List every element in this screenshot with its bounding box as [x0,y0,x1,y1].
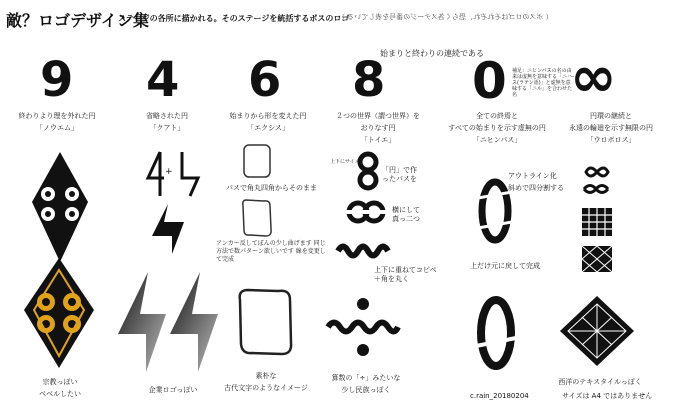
eight-caption-2: おりなす円 [360,124,396,132]
eight-caption-1: ２つの世界（謂つ世界）を [336,112,420,120]
zero-split-step [478,178,512,244]
nine-caption-2: 「ノウエム」 [36,124,78,132]
nine-caption-1: 終わりより理を外れた円 [18,112,96,120]
infinity-knot-small-1 [582,164,612,180]
diagonal-note: 斜めで四分割する [508,184,564,192]
infinity-caption-2: 永遠の輪廻を示す無限の円 [569,124,653,132]
six-caption-1: 始まりから形を変えた円 [229,112,307,120]
outline-note: アウトライン化 [508,172,557,180]
four-caption-1: 省略された円 [146,112,188,120]
circle-size-note: 上下にサイズ [330,159,360,165]
four-plus-sign: + [165,167,173,177]
logo-zero-glyph: 0 [472,52,507,110]
logo-eight-glyph: 8 [352,52,386,108]
four-variant-b [176,152,200,196]
plain-caption-1: 素朴な [255,372,277,380]
textile-pattern-1 [582,208,612,236]
rounded-rect-step-1 [242,143,272,179]
textile-pattern-2 [582,246,612,272]
eight-horizontal-step [346,200,386,224]
eight-circles-step [356,152,380,190]
rounded-rect-note-1: パスで角丸四角からそのまま [226,184,317,192]
page-subtitle: ステージの各所に描かれる。そのステージを統括するボスのロゴ [118,14,350,23]
zero-final-logo [476,296,516,370]
horizontal-note: 横にして真っ二つ [392,206,420,223]
four-corporate-logo [118,272,228,372]
six-caption-2: 「エクシス」 [247,124,289,132]
infinity-caption-3: 「ウロボロス」 [586,136,636,144]
textile-diamond-logo [560,296,634,366]
diamond-nine-logo-gold [22,258,96,368]
division-caption-1: 算数の「÷」みたいな [331,374,401,382]
eight-wave-step [336,240,390,262]
logo-six-glyph: 6 [248,52,282,108]
rounded-rect-final [236,286,296,358]
infinity-caption-1: 円環の継続と [590,112,632,120]
top-caption: 始まりと終わりの連続である [380,49,484,58]
zero-caption-3: 「ニヒンパス」 [472,136,522,144]
size-note: サイズは A4 ではありません [562,392,653,400]
plain-caption-2: 古代文字のようなイメージ [224,384,308,392]
zero-name-note: 補足：ニヒンパスの名の由来は虚無を意味する「ニハ-ス(ラテン語)」と虚無を意味する「ニル」を合わせた名 [512,68,574,98]
eight-caption-3: 「トイエ」 [360,136,396,144]
religious-caption-2: ベベルしたい [39,390,81,398]
four-variant-c [150,204,186,254]
division-caption-2: 少し民族っぽく [341,386,391,394]
logo-infinity-glyph: ∞ [570,45,617,110]
textile-caption: 西洋のテキスタイルっぽく [558,378,642,386]
religious-caption-1: 宗教っぽい [42,378,78,386]
logo-nine-glyph: 9 [40,52,74,108]
rounded-rect-note-2: アンカー反してぼんの少し曲げます 同じ方法で数パターン欲しいです 線を変更して完成 [216,240,326,263]
logo-four-glyph: 4 [146,52,180,108]
corporate-caption: 企業ロゴっぽい [148,386,198,394]
division-logo [326,296,400,358]
restore-note: 上だけ元に戻して完成 [470,262,540,270]
zero-caption-2: すべての始まりを示す虚無の円 [448,124,546,132]
infinity-knot-small-2 [582,182,612,196]
mirrored-note: （ ボスのロゴはそれぞれ、恐らく各ステージの番号を表している ） [338,13,553,21]
zero-caption-1: 全ての終焉と [476,112,518,120]
four-caption-2: 「クアト」 [149,124,185,132]
page-title: 敵？ロゴデザイン集 [6,11,149,30]
circle-path-note: 「円」で作ったパスを [382,166,417,183]
four-variant-a [146,152,166,196]
rounded-rect-step-2 [240,198,274,238]
stack-note: 上下に重ねてコピペ＋角を丸く [374,266,437,283]
diamond-nine-logo-black [30,152,90,262]
credit-text: c.rain_20180204 [470,392,529,400]
